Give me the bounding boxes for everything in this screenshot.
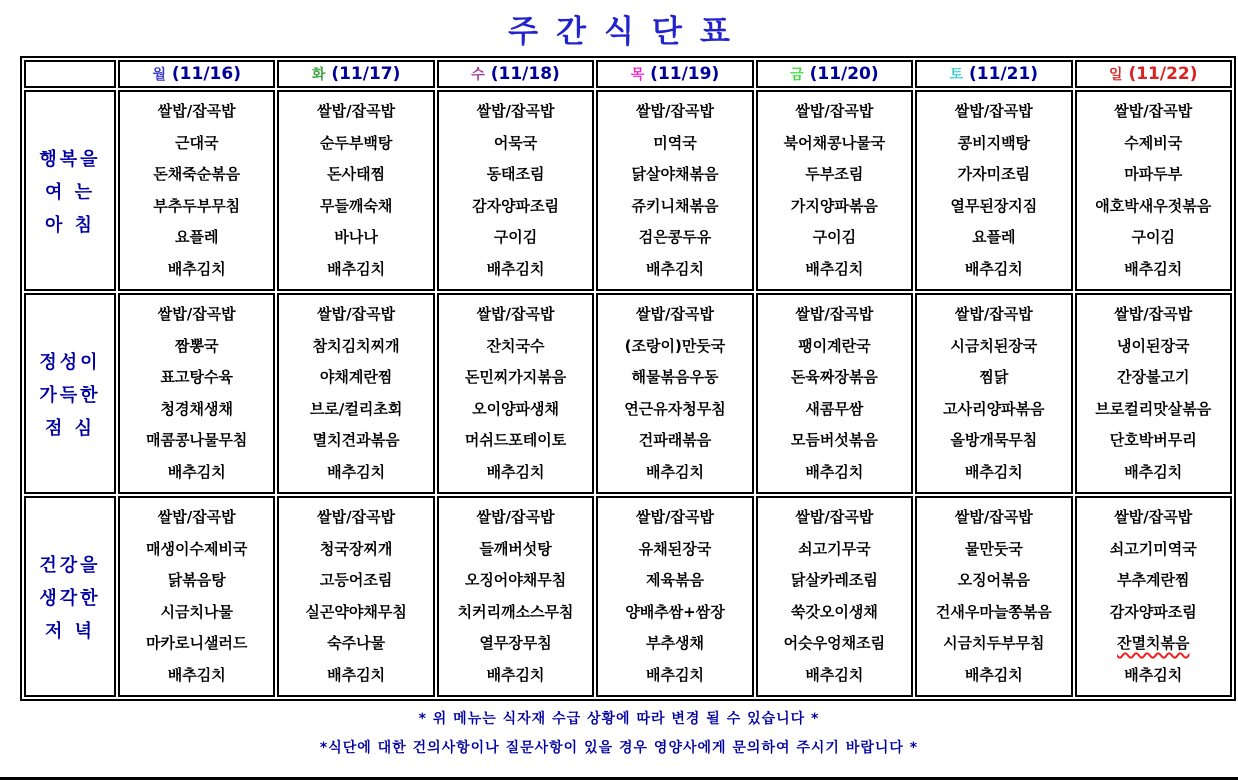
menu-item: 쌀밥/잡곡밥: [954, 102, 1033, 120]
meal-label-line: 건강을: [39, 554, 101, 576]
menu-item: 배추김치: [327, 665, 386, 684]
menu-item: 부추생채: [645, 634, 704, 652]
meal-row-1: [24, 90, 1232, 291]
menu-item: 청경채생채: [160, 399, 233, 418]
menu-item: 짬뽕국: [174, 336, 219, 355]
menu-item: 돈사태찜: [327, 165, 386, 183]
day-char: 금: [790, 67, 804, 83]
menu-item: 브로컬리맛살볶음: [1095, 399, 1212, 418]
menu-item: (조랑이)만둣국: [624, 336, 726, 355]
menu-item: 배추김치: [964, 665, 1023, 684]
menu-item: 동태조림: [486, 165, 545, 183]
menu-item: 배추김치: [486, 259, 545, 278]
day-date: (11/17): [325, 64, 401, 84]
menu-item: 어슷우엉채조림: [783, 634, 886, 652]
menu-item: 시금치나물: [160, 602, 233, 621]
menu-item: 쑥갓오이생채: [790, 602, 878, 621]
menu-item: 배추김치: [805, 259, 864, 278]
menu-item: 건파래볶음: [638, 431, 712, 449]
menu-item: 쇠고기미역국: [1109, 539, 1197, 558]
meal-section-label: [24, 90, 116, 291]
menu-item: 배추김치: [327, 259, 386, 278]
meal-label-line: 저 녁: [44, 620, 96, 642]
menu-cell: [596, 90, 753, 291]
menu-item: 부추두부무침: [153, 196, 241, 215]
header-row: [24, 60, 1232, 88]
menu-item: 쌀밥/잡곡밥: [476, 508, 555, 526]
menu-item: 매콤콩나물무침: [145, 431, 248, 449]
menu-cell: [118, 293, 275, 494]
menu-item: 쌀밥/잡곡밥: [636, 102, 714, 120]
day-char: 일: [1109, 67, 1123, 83]
meal-row-3: [24, 496, 1232, 697]
menu-item: 배추김치: [805, 665, 864, 684]
menu-item: 부추계란찜: [1117, 571, 1190, 589]
menu-item: 돈육짜장볶음: [790, 368, 878, 386]
menu-item: 배추김치: [1124, 665, 1183, 684]
menu-item: 가자미조림: [957, 165, 1031, 183]
menu-item: 닭살카레조림: [790, 571, 878, 589]
menu-item: 모듬버섯볶음: [790, 431, 878, 449]
menu-item: 마파두부: [1124, 165, 1183, 183]
menu-item: 고사리양파볶음: [943, 399, 1045, 418]
menu-item: 배추김치: [167, 665, 226, 684]
menu-item: 치커리깨소스무침: [457, 602, 574, 621]
footer-note-2: *식단에 대한 건의사항이나 질문사항이 있을 경우 영양사에게 문의하여 주시기 바랍니다 *: [319, 740, 919, 756]
menu-item: 표고탕수육: [160, 368, 233, 386]
menu-item: 배추김치: [645, 462, 704, 481]
menu-item: 실곤약야채무침: [305, 602, 407, 621]
menu-item: 마카로니샐러드: [145, 634, 248, 652]
day-char: 목: [630, 67, 645, 83]
day-header-6: [915, 60, 1072, 88]
menu-item: 배추김치: [167, 259, 226, 278]
menu-item: 냉이된장국: [1117, 336, 1190, 355]
menu-item: 쌀밥/잡곡밥: [636, 508, 714, 526]
menu-item: 시금치두부무침: [943, 634, 1045, 652]
menu-item: 쌀밥/잡곡밥: [476, 102, 555, 120]
day-header-5: [756, 60, 913, 88]
meal-row-2: [24, 293, 1232, 494]
menu-item: 배추김치: [1124, 259, 1183, 278]
menu-item: 열무장무침: [479, 634, 552, 652]
menu-item: 열무된장지짐: [950, 196, 1038, 215]
menu-item: 매생이수제비국: [145, 539, 248, 558]
menu-item: 쌀밥/잡곡밥: [317, 102, 396, 120]
menu-item: 쌀밥/잡곡밥: [954, 305, 1033, 323]
menu-item: 쌀밥/잡곡밥: [1114, 102, 1193, 120]
menu-cell: [437, 293, 594, 494]
menu-item: 북어채콩나물국: [783, 133, 886, 152]
menu-item: 연근유자청무침: [624, 399, 726, 418]
menu-item: 배추김치: [964, 462, 1023, 481]
menu-item: 시금치된장국: [950, 336, 1038, 355]
menu-item: 쌀밥/잡곡밥: [795, 508, 874, 526]
menu-item: 구이김: [1131, 228, 1175, 246]
meal-section-label: [24, 496, 116, 697]
day-date: (11/19): [644, 64, 720, 84]
meal-label-line: 여 는: [44, 181, 96, 203]
menu-item: 야채계란찜: [319, 368, 393, 386]
menu-item: 바나나: [334, 228, 378, 246]
menu-item: 올방개묵무침: [950, 431, 1038, 449]
day-header-4: [596, 60, 753, 88]
menu-cell: [756, 90, 913, 291]
weekly-menu-table: [20, 56, 1236, 701]
menu-item: 오징어야채무침: [464, 571, 567, 589]
meal-label-line: 생각한: [39, 587, 101, 609]
day-header-1: [118, 60, 275, 88]
menu-item: 쌀밥/잡곡밥: [954, 508, 1033, 526]
menu-item: 청국장찌개: [319, 539, 393, 558]
menu-item: 배추김치: [327, 462, 386, 481]
menu-item: 쌀밥/잡곡밥: [317, 508, 396, 526]
menu-cell: [1075, 293, 1232, 494]
menu-cell: [915, 496, 1072, 697]
menu-item: 오이양파생채: [472, 399, 560, 418]
menu-cell: [118, 90, 275, 291]
day-char: 토: [949, 67, 964, 83]
menu-item: 물만둣국: [964, 539, 1023, 558]
footer-notes: [0, 708, 1238, 757]
day-header-7: [1075, 60, 1232, 88]
menu-item: 유채된장국: [638, 539, 712, 558]
menu-item: 요플레: [174, 228, 219, 246]
meal-label-line: 아 침: [44, 214, 96, 236]
menu-cell: [915, 293, 1072, 494]
menu-item: 팽이계란국: [798, 336, 871, 355]
menu-item: 미역국: [653, 133, 697, 152]
menu-item: 오징어볶음: [957, 571, 1031, 589]
menu-cell: [1075, 496, 1232, 697]
menu-item: 구이김: [493, 228, 538, 246]
day-header-2: [277, 60, 434, 88]
menu-cell: [596, 293, 753, 494]
menu-item: 감자양파조림: [472, 196, 560, 215]
menu-item: 쌀밥/잡곡밥: [636, 305, 714, 323]
menu-item: 감자양파조림: [1109, 602, 1197, 621]
menu-item: 배추김치: [645, 259, 704, 278]
menu-cell: [437, 496, 594, 697]
menu-body: [24, 90, 1232, 697]
menu-cell: [915, 90, 1072, 291]
day-char: 월: [152, 67, 166, 83]
menu-item: 배추김치: [486, 462, 545, 481]
menu-item: 무들깨숙채: [319, 196, 393, 215]
menu-item: 배추김치: [167, 462, 226, 481]
day-date: (11/21): [963, 64, 1039, 84]
menu-item: 수제비국: [1124, 133, 1183, 152]
day-date: (11/16): [165, 64, 241, 84]
menu-item: 쇠고기무국: [798, 539, 871, 558]
day-date: (11/18): [484, 64, 560, 84]
menu-cell: [277, 293, 434, 494]
menu-cell: [118, 496, 275, 697]
menu-item: 쌀밥/잡곡밥: [1114, 305, 1193, 323]
menu-item: 숙주나물: [327, 634, 386, 652]
menu-item: 들깨버섯탕: [479, 539, 552, 558]
menu-cell: [1075, 90, 1232, 291]
menu-item: 쌀밥/잡곡밥: [795, 305, 874, 323]
menu-item: 양배추쌈+쌈장: [625, 602, 725, 621]
menu-item: 돈민찌가지볶음: [464, 368, 567, 386]
menu-item: 쌀밥/잡곡밥: [317, 305, 396, 323]
meal-label-line: 가득한: [39, 384, 101, 406]
menu-item: 가지양파볶음: [790, 196, 878, 215]
menu-item: 찜닭: [979, 368, 1009, 386]
menu-item: 어묵국: [493, 133, 538, 152]
footer-note-1: * 위 메뉴는 식자재 수급 상황에 따라 변경 될 수 있습니다 *: [418, 711, 820, 727]
day-header-3: [437, 60, 594, 88]
meal-section-label: [24, 293, 116, 494]
menu-item: 닭볶음탕: [167, 571, 226, 589]
day-date: (11/20): [803, 64, 879, 84]
menu-item: 단호박버무리: [1109, 431, 1197, 449]
menu-item: 머쉬드포테이토: [464, 431, 567, 449]
menu-item: 콩비지백탕: [957, 133, 1031, 152]
menu-item: 브로/컬리초회: [309, 399, 403, 418]
menu-item: 제육볶음: [645, 571, 704, 589]
day-date: (11/22): [1122, 64, 1198, 84]
menu-cell: [277, 496, 434, 697]
menu-item: 고등어조림: [319, 571, 393, 589]
menu-item: 간장불고기: [1117, 368, 1190, 386]
menu-item: 배추김치: [805, 462, 864, 481]
menu-item: 쌀밥/잡곡밥: [157, 102, 236, 120]
menu-cell: [756, 293, 913, 494]
menu-item: 잔멸치볶음: [1117, 634, 1190, 652]
menu-item: 배추김치: [486, 665, 545, 684]
menu-item: 배추김치: [964, 259, 1023, 278]
menu-item: 쌀밥/잡곡밥: [157, 305, 236, 323]
menu-item: 근대국: [174, 133, 219, 152]
menu-item: 참치김치찌개: [312, 336, 400, 355]
day-char: 수: [471, 67, 485, 83]
menu-item: 해물볶음우동: [631, 368, 719, 386]
menu-item: 요플레: [972, 228, 1016, 246]
menu-cell: [437, 90, 594, 291]
menu-item: 배추김치: [1124, 462, 1183, 481]
menu-item: 배추김치: [645, 665, 704, 684]
menu-cell: [277, 90, 434, 291]
meal-label-line: 정성이: [39, 351, 101, 373]
menu-item: 돈채죽순볶음: [153, 165, 241, 183]
menu-item: 쥬키니채볶음: [631, 196, 719, 215]
menu-cell: [756, 496, 913, 697]
menu-item: 건새우마늘쫑볶음: [935, 602, 1052, 621]
corner-cell: [24, 60, 116, 88]
meal-label-line: 행복을: [39, 148, 101, 170]
menu-item: 구이김: [812, 228, 857, 246]
menu-item: 애호박새우젓볶음: [1095, 196, 1212, 215]
menu-item: 두부조림: [805, 165, 864, 183]
menu-item: 멸치견과볶음: [312, 431, 400, 449]
meal-label-line: 점 심: [44, 417, 96, 439]
menu-item: 쌀밥/잡곡밥: [476, 305, 555, 323]
menu-item: 잔치국수: [486, 336, 545, 355]
menu-item: 쌀밥/잡곡밥: [1114, 508, 1193, 526]
menu-item: 검은콩두유: [638, 228, 712, 246]
menu-item: 닭살야채볶음: [631, 165, 719, 183]
day-char: 화: [311, 67, 326, 83]
menu-item: 쌀밥/잡곡밥: [157, 508, 236, 526]
menu-cell: [596, 496, 753, 697]
page-title: 주간식단표: [508, 14, 748, 50]
menu-item: 쌀밥/잡곡밥: [795, 102, 874, 120]
menu-item: 순두부백탕: [319, 133, 393, 152]
menu-item: 새콤무쌈: [805, 399, 864, 418]
